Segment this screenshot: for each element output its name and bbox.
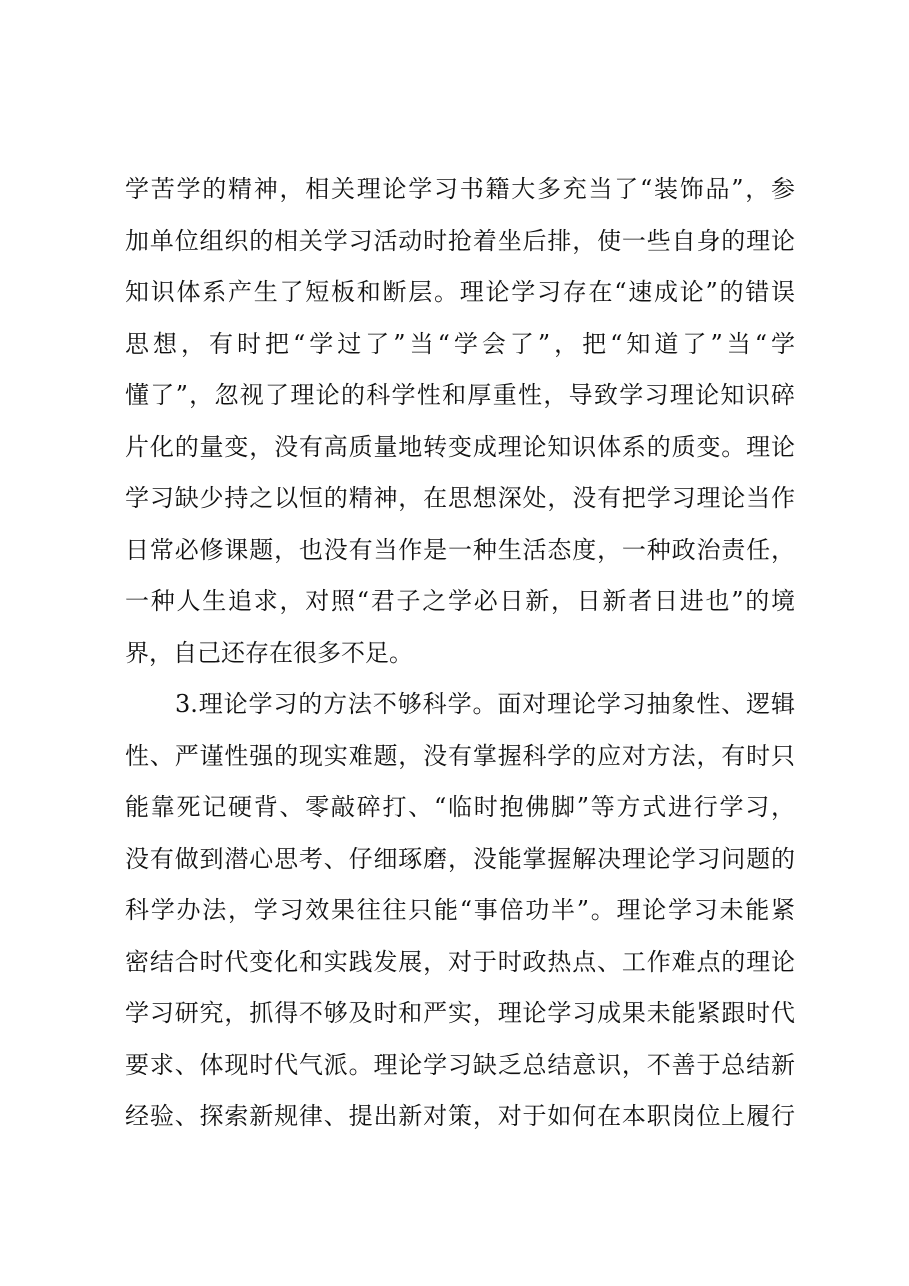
paragraph-1-line: 懂了”，忽视了理论的科学性和厚重性，导致学习理论知识碎 [125,381,795,409]
paragraph-1-line: 片化的量变，没有高质量地转变成理论知识体系的质变。理论 [125,432,795,461]
body-text [125,164,795,1143]
paragraph-1-line: 加单位组织的相关学习活动时抢着坐后排，使一些自身的理论 [125,226,795,255]
paragraph-2-line: 3.理论学习的方法不够科学。面对理论学习抽象性、逻辑 [175,690,795,718]
paragraph-1-line: 一种人生追求，对照“君子之学必日新，日新者日进也”的境 [125,587,795,615]
paragraph-2-line: 科学办法，学习效果往往只能“事倍功半”。理论学习未能紧 [125,896,795,924]
paragraph-1-line: 思想，有时把“学过了”当“学会了”，把“知道了”当“学 [125,329,795,358]
paragraph-2 [125,679,795,1143]
paragraph-1-line: 界，自己还存在很多不足。 [125,638,413,667]
paragraph-1 [125,164,795,679]
paragraph-1-line: 学习缺少持之以恒的精神，在思想深处，没有把学习理论当作 [125,484,795,512]
paragraph-2-line: 密结合时代变化和实践发展，对于时政热点、工作难点的理论 [125,947,795,976]
paragraph-1-line: 学苦学的精神，相关理论学习书籍大多充当了“装饰品”，参 [125,175,795,203]
paragraph-2-line: 要求、体现时代气派。理论学习缺乏总结意识，不善于总结新 [125,1050,795,1079]
paragraph-2-line: 能靠死记硬背、零敲碎打、“临时抱佛脚”等方式进行学习， [125,793,795,821]
paragraph-2-line: 性、严谨性强的现实难题，没有掌握科学的应对方法，有时只 [125,741,795,770]
paragraph-1-line: 知识体系产生了短板和断层。理论学习存在“速成论”的错误 [125,278,795,306]
paragraph-2-line: 学习研究，抓得不够及时和严实，理论学习成果未能紧跟时代 [125,999,795,1027]
paragraph-2-line: 经验、探索新规律、提出新对策，对于如何在本职岗位上履行 [125,1102,795,1130]
paragraph-1-line: 日常必修课题，也没有当作是一种生活态度，一种政治责任， [125,535,795,564]
paragraph-2-line: 没有做到潜心思考、仔细琢磨，没能掌握解决理论学习问题的 [125,844,795,873]
